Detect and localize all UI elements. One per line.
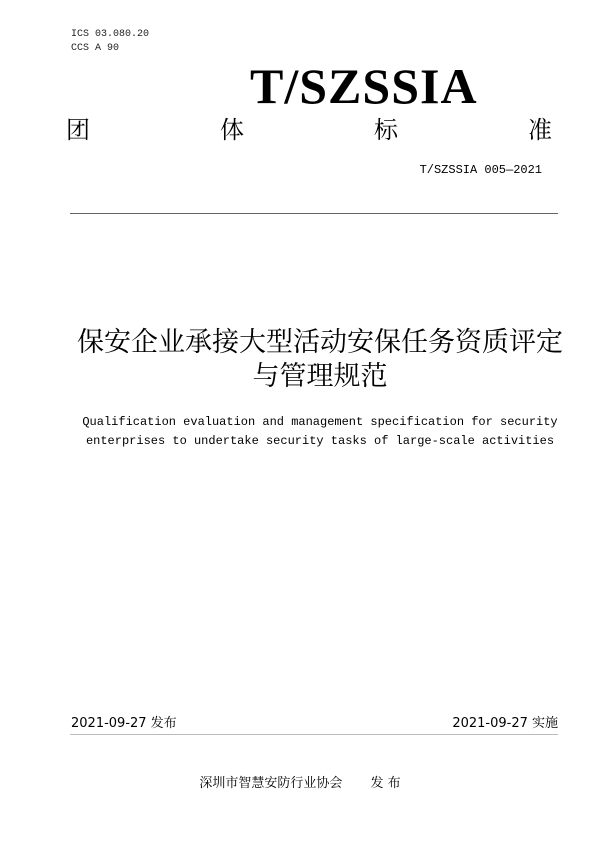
ccs-code: CCS A 90 [71, 43, 120, 54]
top-divider [70, 213, 558, 214]
english-title-line-1: Qualification evaluation and management specification for security [82, 415, 558, 429]
publisher-action: 发 布 [370, 776, 401, 791]
standard-type-char: 团 [66, 116, 90, 144]
standard-type-char: 体 [220, 116, 244, 144]
ics-code: ICS 03.080.20 [71, 29, 150, 40]
bottom-divider [70, 734, 558, 735]
chinese-title-line-2: 与管理规范 [252, 361, 388, 392]
implementation-date: 2021-09-27 实施 [452, 716, 558, 731]
standard-type-char: 标 [374, 116, 398, 144]
standard-logo: T/SZSSIA [250, 58, 478, 114]
standard-type-char: 准 [528, 116, 552, 144]
chinese-title [60, 326, 580, 394]
publisher-name: 深圳市智慧安防行业协会 [199, 776, 343, 791]
standard-type-heading [66, 114, 552, 146]
english-title-line-2: enterprises to undertake security tasks of large-scale activities [85, 434, 555, 448]
standard-number: T/SZSSIA 005—2021 [419, 163, 542, 177]
issue-date: 2021-09-27 发布 [71, 716, 177, 731]
chinese-title-line-1: 保安企业承接大型活动安保任务资质评定 [77, 327, 563, 358]
english-title [60, 413, 580, 451]
publisher-line [0, 774, 600, 794]
classification-codes [71, 28, 149, 56]
